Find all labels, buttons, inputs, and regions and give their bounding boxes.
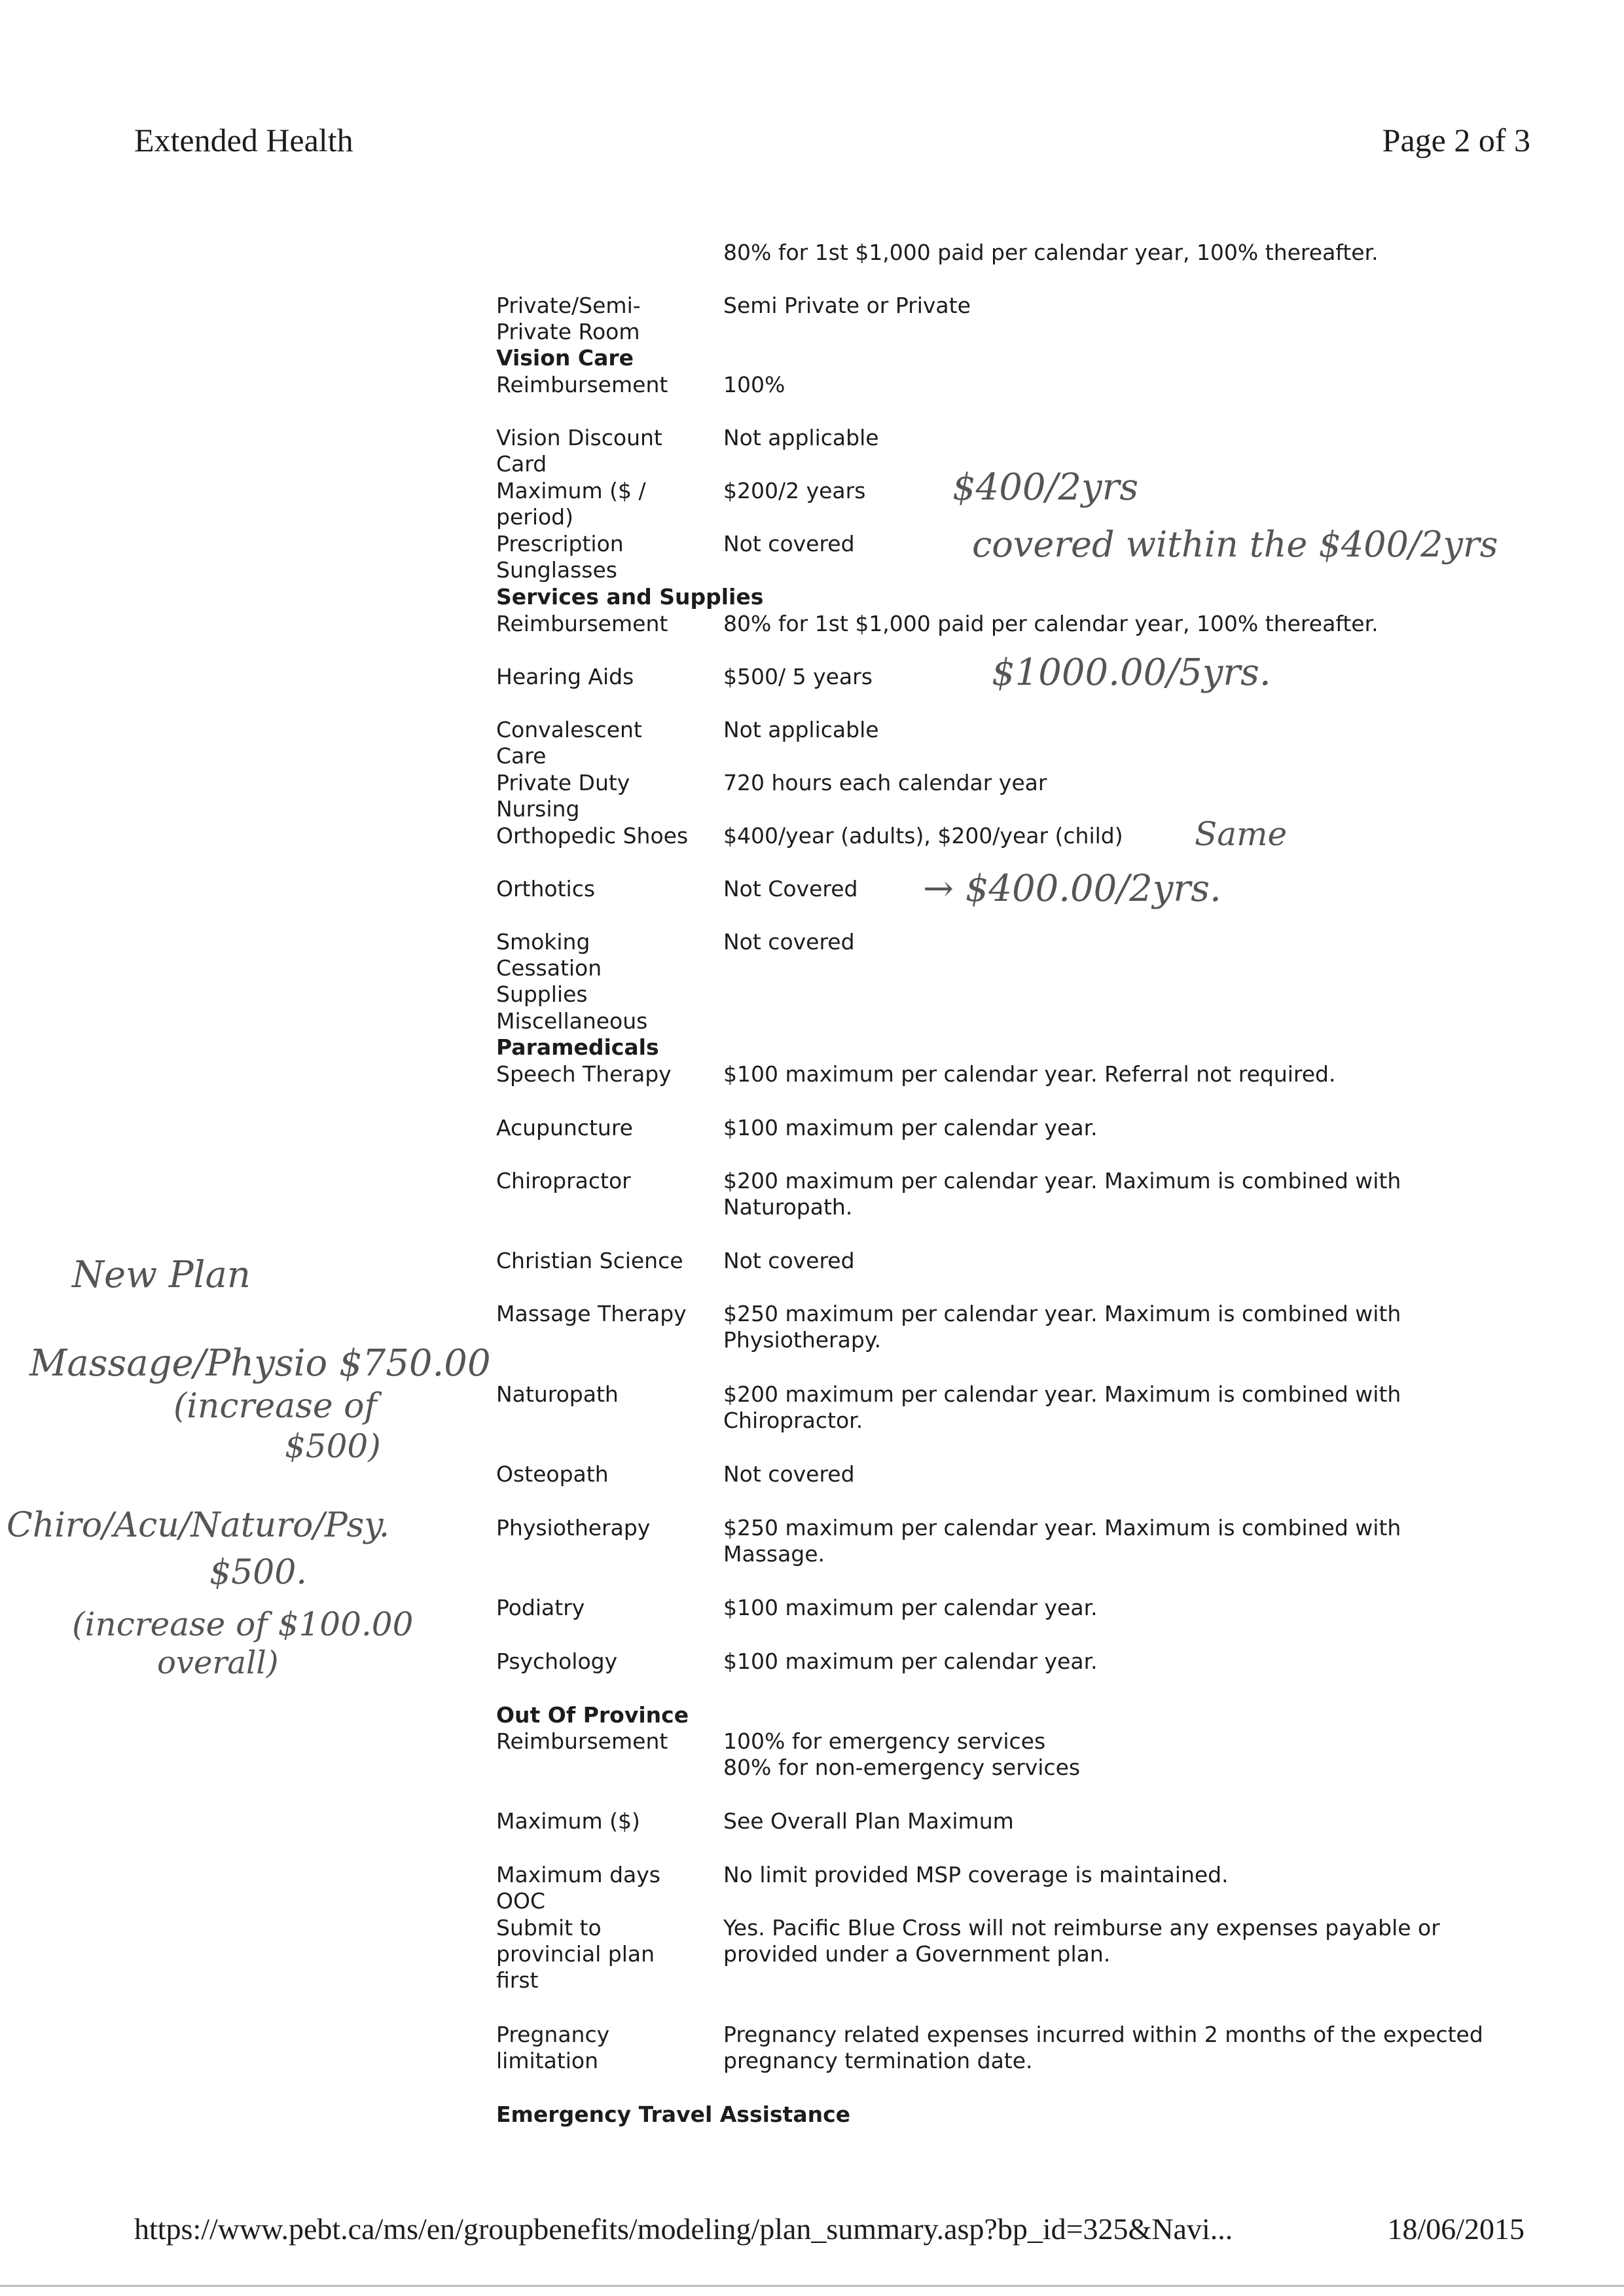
row-label: Maximum days OOC <box>496 1862 660 1914</box>
handwritten-shoes: Same <box>1195 815 1288 853</box>
row-value: Yes. Pacific Blue Cross will not reimburse any expenses payable or provided under a Government plan. <box>723 1915 1440 1967</box>
row-label: Prescription Sunglasses <box>496 531 624 583</box>
handwritten-chiro-2: $500. <box>209 1553 307 1592</box>
row-label: Acupuncture <box>496 1115 633 1140</box>
row-value: Not covered <box>723 929 855 955</box>
row-value: $100 maximum per calendar year. <box>723 1595 1098 1620</box>
row-label: Psychology <box>496 1649 618 1674</box>
row-label: Private/Semi- Private Room <box>496 293 641 344</box>
row-label: Smoking Cessation Supplies <box>496 929 602 1007</box>
row-label: Private Duty Nursing <box>496 770 630 822</box>
row-value: Semi Private or Private <box>723 293 971 318</box>
row-value: No limit provided MSP coverage is maintained. <box>723 1862 1229 1887</box>
handwritten-chiro-1: Chiro/Acu/Naturo/Psy. <box>7 1506 390 1545</box>
row-label: Submit to provincial plan first <box>496 1915 655 1993</box>
row-value: $250 maximum per calendar year. Maximum is combined with Physiotherapy. <box>723 1301 1401 1353</box>
row-value: 720 hours each calendar year <box>723 770 1047 795</box>
row-label: Reimbursement <box>496 611 668 636</box>
section-emergency-travel: Emergency Travel Assistance <box>496 2102 851 2127</box>
row-value: Not applicable <box>723 425 879 450</box>
row-value: 80% for 1st $1,000 paid per calendar year, 100% thereafter. <box>723 611 1379 636</box>
row-value: Not applicable <box>723 717 879 742</box>
row-label: Massage Therapy <box>496 1301 687 1326</box>
row-value: $200 maximum per calendar year. Maximum is combined with Chiropractor. <box>723 1381 1401 1433</box>
row-label: Maximum ($ / period) <box>496 478 646 530</box>
row-value: Not covered <box>723 1248 855 1273</box>
row-label: Naturopath <box>496 1381 619 1407</box>
section-services-supplies: Services and Supplies <box>496 584 764 610</box>
row-value: Pregnancy related expenses incurred within 2 months of the expected pregnancy termination date. <box>723 2022 1483 2073</box>
page-number: Page 2 of 3 <box>1382 122 1530 158</box>
row-label: Maximum ($) <box>496 1808 640 1834</box>
row-value: Not Covered <box>723 876 858 902</box>
document-title: Extended Health <box>134 122 353 158</box>
row-value: $250 maximum per calendar year. Maximum is combined with Massage. <box>723 1515 1401 1567</box>
row-label: Hearing Aids <box>496 664 634 689</box>
row-label: Miscellaneous <box>496 1008 648 1034</box>
row-value: 100% <box>723 372 785 397</box>
page-edge-divider <box>0 2285 1624 2287</box>
row-value: $500/ 5 years <box>723 664 873 689</box>
handwritten-chiro-3: (increase of $100.00 <box>72 1605 414 1643</box>
handwritten-hearing: $1000.00/5yrs. <box>992 651 1271 694</box>
row-label: Reimbursement <box>496 372 668 397</box>
row-value: $200/2 years <box>723 478 866 503</box>
row-label: Vision Discount Card <box>496 425 662 477</box>
footer-url: https://www.pebt.ca/ms/en/groupbenefits/modeling/plan_summary.asp?bp_id=325&Navi... <box>134 2212 1233 2246</box>
row-label: Orthopedic Shoes <box>496 823 689 848</box>
handwritten-new-plan: New Plan <box>72 1254 251 1296</box>
row-label: Orthotics <box>496 876 596 902</box>
handwritten-chiro-4: overall) <box>157 1645 279 1681</box>
row-label: Convalescent Care <box>496 717 642 769</box>
row-label: Christian Science <box>496 1248 683 1273</box>
row-label: Chiropractor <box>496 1168 631 1194</box>
row-value: $100 maximum per calendar year. <box>723 1649 1098 1674</box>
section-out-of-province: Out Of Province <box>496 1702 689 1728</box>
row-value: See Overall Plan Maximum <box>723 1808 1014 1834</box>
row-value: $100 maximum per calendar year. <box>723 1115 1098 1140</box>
section-vision-care: Vision Care <box>496 345 634 371</box>
top-line: 80% for 1st $1,000 paid per calendar year, 100% thereafter. <box>723 240 1379 265</box>
handwritten-massage-1: Massage/Physio $750.00 <box>29 1342 491 1385</box>
row-label: Pregnancy limitation <box>496 2022 610 2073</box>
row-value: $400/year (adults), $200/year (child) <box>723 823 1123 848</box>
row-value: Not covered <box>723 1461 855 1487</box>
handwritten-massage-2: (increase of <box>173 1387 377 1426</box>
handwritten-massage-3: $500) <box>285 1427 381 1465</box>
handwritten-vision-max: $400/2yrs <box>952 466 1139 509</box>
row-value: Not covered <box>723 531 855 556</box>
row-value: $200 maximum per calendar year. Maximum is combined with Naturopath. <box>723 1168 1401 1220</box>
footer-date: 18/06/2015 <box>1387 2212 1525 2246</box>
row-label: Podiatry <box>496 1595 585 1620</box>
row-value: 100% for emergency services 80% for non-emergency services <box>723 1728 1081 1780</box>
section-paramedicals: Paramedicals <box>496 1034 659 1060</box>
handwritten-orthotics: → $400.00/2yrs. <box>923 867 1221 910</box>
row-label: Osteopath <box>496 1461 609 1487</box>
row-label: Speech Therapy <box>496 1061 672 1087</box>
row-label: Physiotherapy <box>496 1515 651 1540</box>
handwritten-sunglasses: covered within the $400/2yrs <box>972 524 1498 565</box>
row-value: $100 maximum per calendar year. Referral not required. <box>723 1061 1336 1087</box>
row-label: Reimbursement <box>496 1728 668 1754</box>
